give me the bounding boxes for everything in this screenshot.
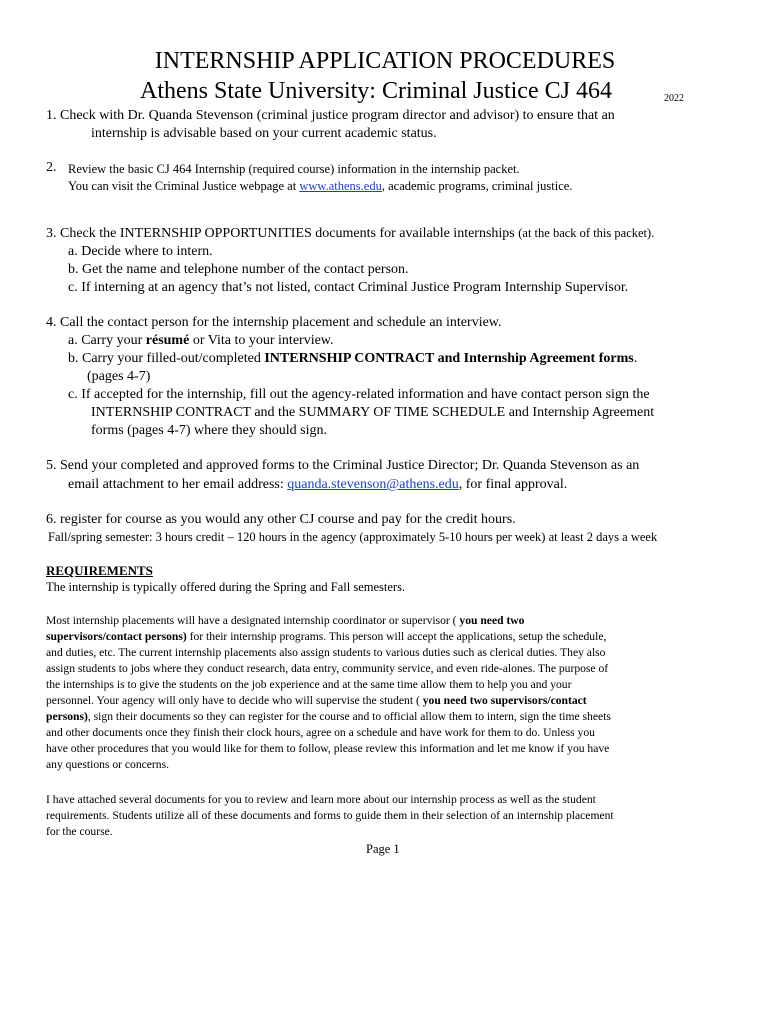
requirements-p1-line-4: assign students to jobs where they conduct research, data entry, community service, and even ride-alones. The purpose of (46, 662, 609, 675)
step-3-item-a: a. Decide where to intern. (68, 244, 213, 259)
step-4-item-b (68, 351, 637, 367)
requirements-p1-line-6 (46, 694, 587, 707)
step-4-b-bold: INTERNSHIP CONTRACT and Internship Agreement forms (264, 351, 634, 366)
requirements-heading: REQUIREMENTS (46, 563, 153, 578)
step-5-text-b: , for final approval. (458, 477, 568, 492)
requirements-p1-line-7 (46, 710, 611, 723)
requirements-p1-line-10: any questions or concerns. (46, 758, 169, 771)
requirements-p1-line-2 (46, 630, 606, 643)
p1-bold-d: persons) (46, 710, 88, 723)
p1-text-a: Most internship placements will have a designated internship coordinator or supervisor ( (46, 614, 460, 627)
requirements-intro: The internship is typically offered during the Spring and Fall semesters. (46, 580, 406, 594)
step-4-item-a (68, 333, 334, 349)
step-4-item-b-pages: (pages 4-7) (87, 369, 151, 384)
step-3-text-b: (at the back of this packet). (518, 226, 655, 240)
requirements-p2-line-2: requirements. Students utilize all of these documents and forms to guide them in their selection of an internship placement (46, 809, 614, 822)
step-6-line-1: 6. register for course as you would any other CJ course and pay for the credit hours. (46, 512, 516, 527)
step-4-b-text-2: . (633, 351, 638, 366)
page-number: Page 1 (366, 842, 400, 856)
athens-website-link[interactable]: www.athens.edu (299, 179, 382, 193)
step-5-text-a: email attachment to her email address: (68, 477, 288, 492)
p1-text-c: personnel. Your agency will only have to decide who will supervise the student ( (46, 694, 423, 707)
step-4-a-text-2: or Vita to your interview. (189, 333, 334, 348)
step-2-text-b: , academic programs, criminal justice. (381, 179, 573, 193)
step-2-number: 2. (46, 160, 57, 175)
p1-text-d: , sign their documents so they can register for the course and to official allow them to intern, sign the time sheets (87, 710, 611, 723)
requirements-p1-line-5: the internships is to give the students on the job experience and at the same time allow them to help you and your (46, 678, 572, 691)
step-4-item-c-line-1: c. If accepted for the internship, fill out the agency-related information and have contact person sign the (68, 387, 650, 402)
step-6-line-2: Fall/spring semester: 3 hours credit – 120 hours in the agency (approximately 5-10 hours per week) at least 2 days a week (48, 530, 658, 544)
page-subtitle: Athens State University: Criminal Justice CJ 464 (140, 78, 612, 104)
document-year: 2022 (664, 93, 684, 104)
p1-bold-b: supervisors/contact persons) (46, 630, 187, 643)
p1-text-b: for their internship programs. This person will accept the applications, setup the schedule, (186, 630, 607, 643)
page-title: INTERNSHIP APPLICATION PROCEDURES (154, 48, 616, 74)
requirements-p1-line-3: and duties, etc. The current internship placements also assign students to various duties such as clerical duties. They also (46, 646, 606, 659)
step-3-text-a: 3. Check the INTERNSHIP OPPORTUNITIES documents for available internships (46, 226, 519, 241)
step-4-a-bold: résumé (145, 333, 190, 348)
requirements-p1-line-8: and other documents once they finish their clock hours, agree on a schedule and have work for them to do. Unless you (46, 726, 595, 739)
step-4-item-c-line-3: forms (pages 4-7) where they should sign. (91, 423, 328, 438)
step-4-line-1: 4. Call the contact person for the internship placement and schedule an interview. (46, 315, 502, 330)
requirements-p2-line-1: I have attached several documents for you to review and learn more about our internship process as well as the student (46, 793, 596, 806)
step-1-line-2: internship is advisable based on your current academic status. (91, 126, 437, 141)
requirements-p2-line-3: for the course. (46, 825, 113, 838)
step-1-line-1: 1. Check with Dr. Quanda Stevenson (criminal justice program director and advisor) to ensure that an (46, 108, 615, 123)
step-5-line-1: 5. Send your completed and approved forms to the Criminal Justice Director; Dr. Quanda Stevenson as an (46, 458, 640, 473)
step-2-line-1: Review the basic CJ 464 Internship (required course) information in the internship packet. (68, 162, 520, 176)
step-2-text-a: You can visit the Criminal Justice webpage at (68, 179, 300, 193)
requirements-p1-line-1 (46, 614, 524, 627)
p1-bold-a: you need two (459, 614, 525, 627)
step-4-b-text-1: b. Carry your filled-out/completed (68, 351, 265, 366)
step-2-line-2 (68, 179, 572, 194)
step-3-item-b: b. Get the name and telephone number of the contact person. (68, 262, 409, 277)
p1-bold-c: you need two supervisors/contact (422, 694, 587, 707)
requirements-p1-line-9: have other procedures that you would like for them to follow, please review this information and let me know if you have (46, 742, 610, 755)
step-4-a-text-1: a. Carry your (68, 333, 146, 348)
step-3-item-c: c. If interning at an agency that’s not listed, contact Criminal Justice Program Internship Supervisor. (68, 280, 629, 295)
email-link[interactable]: quanda.stevenson@athens.edu (287, 477, 459, 492)
step-3-line-1 (46, 226, 654, 242)
step-4-item-c-line-2: INTERNSHIP CONTRACT and the SUMMARY OF TIME SCHEDULE and Internship Agreement (91, 405, 655, 420)
step-5-line-2 (68, 477, 567, 493)
